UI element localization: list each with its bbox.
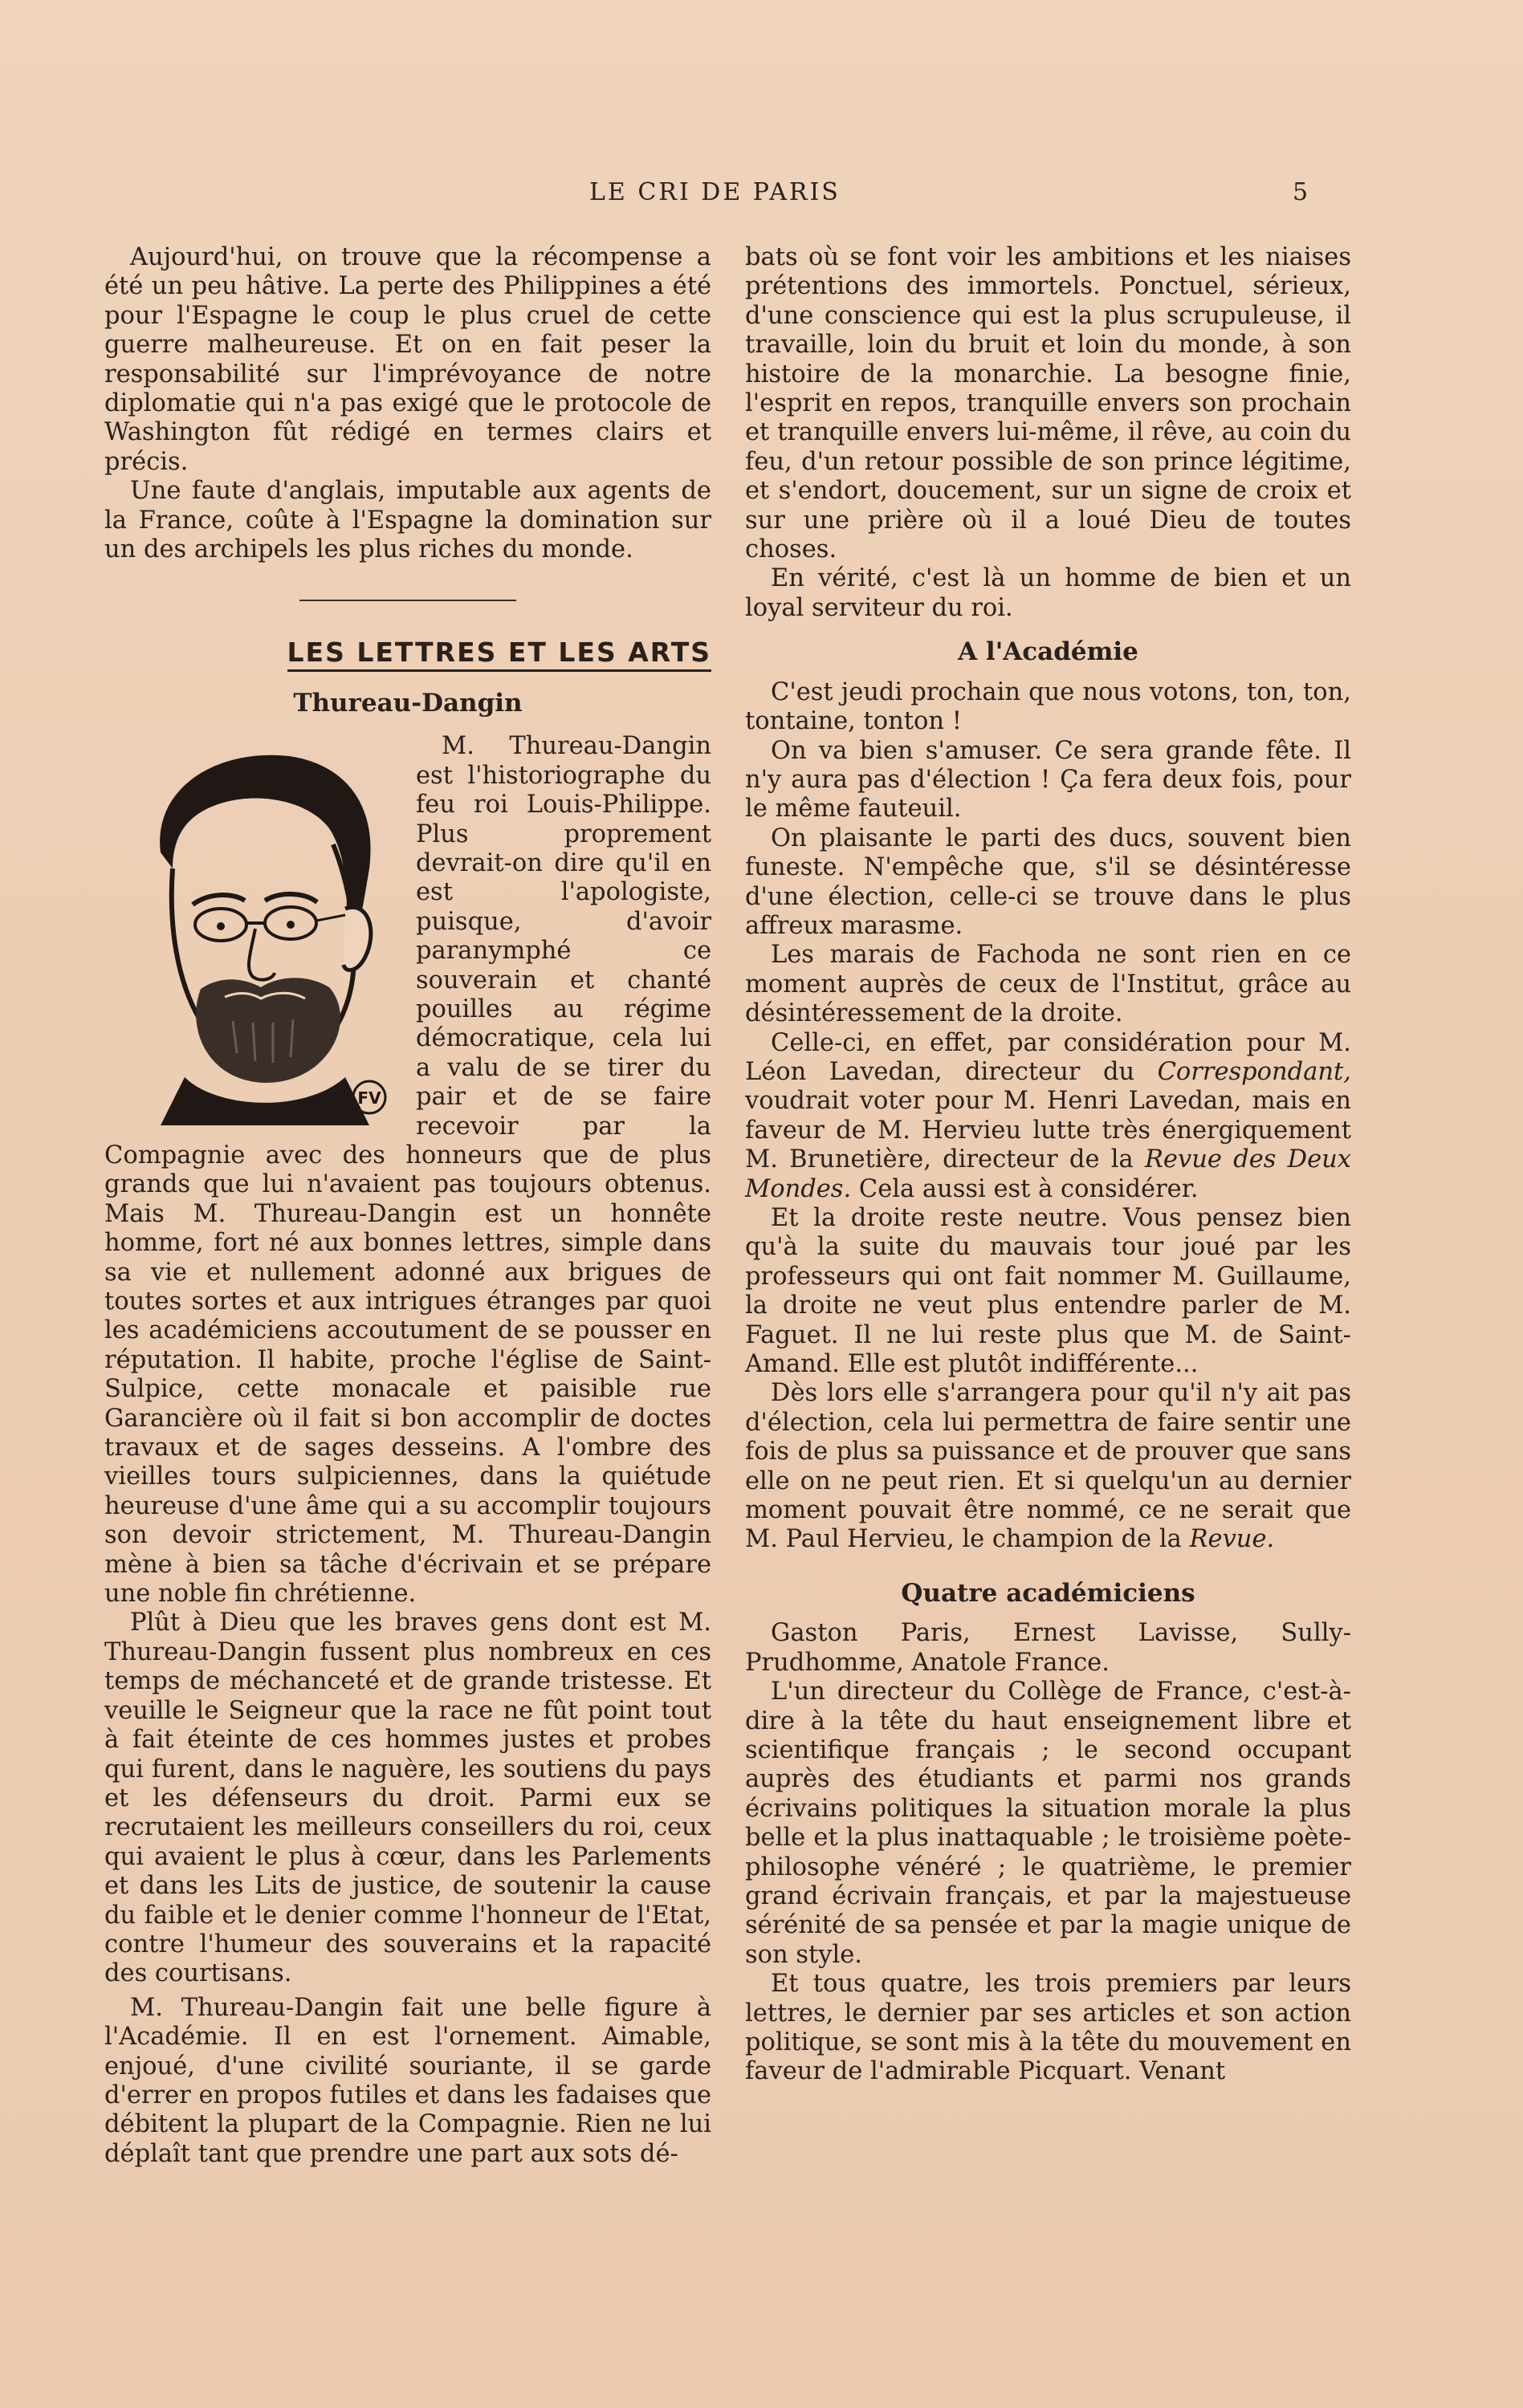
publication-name: Revue. [1189, 1525, 1275, 1554]
section-heading [104, 638, 711, 667]
subheading-quatre-academiciens: Quatre académiciens [901, 1578, 1195, 1608]
paragraph: Gaston Paris, Ernest Lavisse, Sully-Prudhomme, Anatole France. [745, 1619, 1351, 1677]
paragraph [745, 1029, 1351, 1204]
article-title: Thureau-Dangin [293, 688, 523, 718]
paragraph: L'un directeur du Collège de France, c'est-à-dire à la tête du haut enseignement libre et scientifique français ; le second occupant auprès des étudiants et parmi nos grands écrivains politiques la situation morale la plus belle et la plus inattaquable ; le troisième poète-philosophe vénéré ; le quatrième, le premier grand écrivain français, et par la majestueuse sérénité de sa pensée et par la magie unique de son style. [745, 1678, 1351, 1969]
paragraph: Une faute d'anglais, imputable aux agents de la France, coûte à l'Espagne la domination sur un des archipels les plus riches du monde. [104, 477, 711, 564]
portrait-monogram: FV [357, 1088, 381, 1108]
text-run: Cela aussi est à considérer. [851, 1174, 1199, 1203]
portrait-caricature-icon [104, 732, 409, 1125]
section-heading-text: LES LETTRES ET LES ARTS [287, 637, 712, 672]
portrait-illustration [104, 732, 409, 1125]
right-column [745, 243, 1351, 2087]
left-column [104, 243, 711, 2169]
text-run: Dès lors elle s'arrangera pour qu'il n'y ait pas d'élection, cela lui permettra de faire sentir une fois de plus sa puissance et de prouver que sans elle on ne peut rien. Et si quelqu'un au dernier moment pouvait être nommé, ce ne serait que M. Paul Hervieu, le champion de la [745, 1379, 1351, 1554]
paragraph [745, 1379, 1351, 1554]
subheading-academie: A l'Académie [958, 637, 1138, 667]
paragraph: M. Thureau-Dangin fait une belle figure à l'Académie. Il en est l'ornement. Aimable, enjoué, d'une civilité souriante, il se garde d'errer en propos futiles et dans les fadaises que débitent la plupart de la Compagnie. Rien ne lui déplaît tant que prendre une part aux sots dé- [104, 1993, 711, 2168]
paragraph: C'est jeudi prochain que nous votons, ton, ton, tontaine, tonton ! [745, 677, 1351, 736]
text-run: voudrait voter pour M. Henri Lavedan, mais en faveur de M. Hervieu lutte très énergiquement M. Brunetière, directeur de la [745, 1087, 1351, 1174]
publication-name: Revue des Deux Mondes. [745, 1145, 1351, 1203]
publication-name: Correspondant, [1157, 1057, 1351, 1086]
paragraph: En vérité, c'est là un homme de bien et un loyal serviteur du roi. [745, 564, 1351, 622]
paragraph: M. Thureau-Dangin est l'historiographe du feu roi Louis-Philippe. Plus proprement devrait-on dire qu'il en est l'apologiste, puisque, d'avoir paranymphé ce souverain et chanté pouilles au régime démocratique, cela lui a valu de se tirer du pair et de se faire recevoir par la Compagnie avec des honneurs que de plus grands que lui n'avaient pas toujours obtenus. Mais M. Thureau-Dangin est un honnête homme, fort né aux bonnes lettres, simple dans sa vie et nullement adonné aux brigues de toutes sortes et aux intrigues étranges par quoi les académiciens accoutument de se pousser en réputation. Il habite, proche l'église de Saint-Sulpice, cette monacale et paisible rue Garancière où il fait si bon accomplir de doctes travaux et de sages desseins. A l'ombre des vieilles tours sulpiciennes, dans la quiétude heureuse d'une âme qui a su accomplir toujours son devoir strictement, M. Thureau-Dangin mène à bien sa tâche d'écrivain et se prépare une noble fin chrétienne. [104, 732, 711, 1609]
paragraph: Plût à Dieu que les braves gens dont est M. Thureau-Dangin fussent plus nombreux en ces temps de méchanceté et de grande tristesse. Et veuille le Seigneur que la race ne fût point tout à fait éteinte de ces hommes justes et probes qui furent, dans le naguère, les soutiens du pays et les défenseurs du droit. Parmi eux se recrutaient les meilleurs conseillers du roi, ceux qui avaient le plus à cœur, dans les Parlements et dans les Lits de justice, de soutenir la cause du faible et le denier comme l'honneur de l'Etat, contre l'humeur des souverains et la rapacité des courtisans. [104, 1609, 711, 1988]
page-header [0, 178, 1523, 210]
paragraph: On plaisante le parti des ducs, souvent bien funeste. N'empêche que, s'il se désintéresse d'une élection, celle-ci se trouve dans le plus affreux marasme. [745, 824, 1351, 940]
paragraph: Et tous quatre, les trois premiers par leurs lettres, le dernier par ses articles et son action politique, se sont mis à la tête du mouvement en faveur de l'admirable Picquart. Venant [745, 1970, 1351, 2086]
newspaper-title: LE CRI DE PARIS [589, 178, 841, 206]
paragraph: bats où se font voir les ambitions et les niaises prétentions des immortels. Ponctuel, sérieux, d'une conscience qui est la plus scrupuleuse, il travaille, loin du bruit et loin du monde, à son histoire de la monarchie. La besogne finie, l'esprit en repos, tranquille envers son prochain et tranquille envers lui-même, il rêve, au coin du feu, d'un retour possible de son prince légitime, et s'endort, doucement, sur un signe de croix et sur une prière où il a loué Dieu de toutes choses. [745, 243, 1351, 564]
paragraph: Et la droite reste neutre. Vous pensez bien qu'à la suite du mauvais tour joué par les professeurs qui ont fait nommer M. Guillaume, la droite ne veut plus entendre parler de M. Faguet. Il ne lui reste plus que M. de Saint-Amand. Elle est plutôt indifférente... [745, 1204, 1351, 1379]
paragraph: Les marais de Fachoda ne sont rien en ce moment auprès de ceux de l'Institut, grâce au désintéressement de la droite. [745, 941, 1351, 1028]
paragraph: Aujourd'hui, on trouve que la récompense a été un peu hâtive. La perte des Philippines a été pour l'Espagne le coup le plus cruel de cette guerre malheureuse. Et on en fait peser la responsabilité sur l'imprévoyance de notre diplomatie qui n'a pas exigé que le protocole de Washington fût rédigé en termes clairs et précis. [104, 243, 711, 476]
section-divider [299, 600, 516, 601]
paragraph: On va bien s'amuser. Ce sera grande fête. Il n'y aura pas d'élection ! Ça fera deux fois, pour le même fauteuil. [745, 736, 1351, 824]
page-number: 5 [1293, 178, 1309, 206]
text-run: Celle-ci, en effet, par considération pour M. Léon Lavedan, directeur du [745, 1028, 1351, 1086]
